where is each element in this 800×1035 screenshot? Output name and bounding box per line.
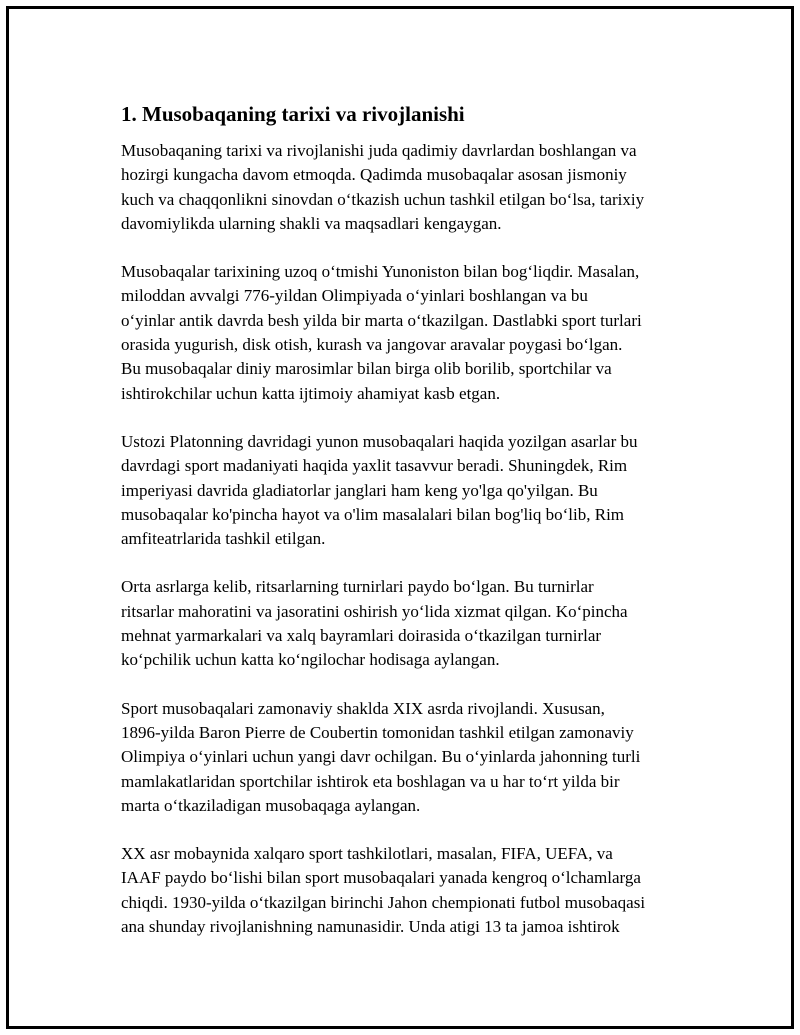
page-frame	[6, 6, 794, 1029]
text-line: XX asr mobaynida xalqaro sport tashkilotlari, masalan, FIFA, UEFA, va	[121, 844, 613, 864]
text-line: mehnat yarmarkalari va xalq bayramlari doirasida o‘tkazilgan turnirlar	[121, 626, 602, 646]
text-line: o‘yinlar antik davrda besh yilda bir marta o‘tkazilgan. Dastlabki sport turlari	[121, 310, 642, 330]
text-line: hozirgi kungacha davom etmoqda. Qadimda musobaqalar asosan jismoniy	[121, 165, 627, 185]
text-line: marta o‘tkaziladigan musobaqaga aylangan.	[121, 795, 421, 815]
section-title: 1. Musobaqaning tarixi va rivojlanishi	[121, 102, 465, 126]
text-line: ritsarlar mahoratini va jasoratini oshirish yo‘lida xizmat qilgan. Ko‘pincha	[121, 601, 628, 621]
document-body	[121, 99, 711, 963]
text-line: Olimpiya o‘yinlari uchun yangi davr ochilgan. Bu o‘yinlarda jahonning turli	[121, 747, 641, 767]
text-line: musobaqalar ko'pincha hayot va o'lim masalalari bilan bog'liq bo‘lib, Rim	[121, 504, 625, 524]
text-line: davrdagi sport madaniyati haqida yaxlit tasavvur beradi. Shuningdek, Rim	[121, 456, 628, 476]
paragraph-3	[121, 430, 711, 551]
text-line: Bu musobaqalar diniy marosimlar bilan birga olib borilib, sportchilar va	[121, 359, 612, 379]
text-line: davomiylikda ularning shakli va maqsadlari kengaygan.	[121, 213, 502, 233]
paragraph-1	[121, 139, 711, 236]
text-line: Musobaqalar tarixining uzoq o‘tmishi Yunoniston bilan bog‘liqdir. Masalan,	[121, 262, 640, 282]
text-line: Ustozi Platonning davridagi yunon musobaqalari haqida yozilgan asarlar bu	[121, 431, 638, 451]
text-line: miloddan avvalgi 776-yildan Olimpiyada o‘yinlari boshlangan va bu	[121, 286, 588, 306]
text-line: kuch va chaqqonlikni sinovdan o‘tkazish uchun tashkil etilgan bo‘lsa, tarixiy	[121, 189, 645, 209]
paragraph-5	[121, 697, 711, 818]
text-line: ishtirokchilar uchun katta ijtimoiy ahamiyat kasb etgan.	[121, 383, 501, 403]
paragraph-2	[121, 260, 711, 406]
paragraph-4	[121, 575, 711, 672]
text-line: Sport musobaqalari zamonaviy shaklda XIX asrda rivojlandi. Xususan,	[121, 698, 605, 718]
text-line: Musobaqaning tarixi va rivojlanishi juda qadimiy davrlardan boshlangan va	[121, 141, 637, 160]
text-line: imperiyasi davrida gladiatorlar janglari ham keng yo'lga qo'yilgan. Bu	[121, 480, 598, 500]
paragraph-6	[121, 842, 711, 939]
text-line: Orta asrlarga kelib, ritsarlarning turnirlari paydo bo‘lgan. Bu turnirlar	[121, 577, 594, 597]
text-line: IAAF paydo bo‘lishi bilan sport musobaqalari yanada kengroq o‘lchamlarga	[121, 868, 641, 888]
text-line: 1896-yilda Baron Pierre de Coubertin tomonidan tashkil etilgan zamonaviy	[121, 722, 634, 742]
text-line: ana shunday rivojlanishning namunasidir. Unda atigi 13 ta jamoa ishtirok	[121, 917, 620, 937]
text-line: amfiteatrlarida tashkil etilgan.	[121, 529, 326, 549]
text-line: chiqdi. 1930-yilda o‘tkazilgan birinchi Jahon chempionati futbol musobaqasi	[121, 892, 646, 912]
text-line: orasida yugurish, disk otish, kurash va jangovar aravalar poygasi bo‘lgan.	[121, 335, 623, 355]
text-line: ko‘pchilik uchun katta ko‘ngilochar hodisaga aylangan.	[121, 650, 500, 670]
text-line: mamlakatlaridan sportchilar ishtirok eta boshlagan va u har to‘rt yilda bir	[121, 771, 620, 791]
